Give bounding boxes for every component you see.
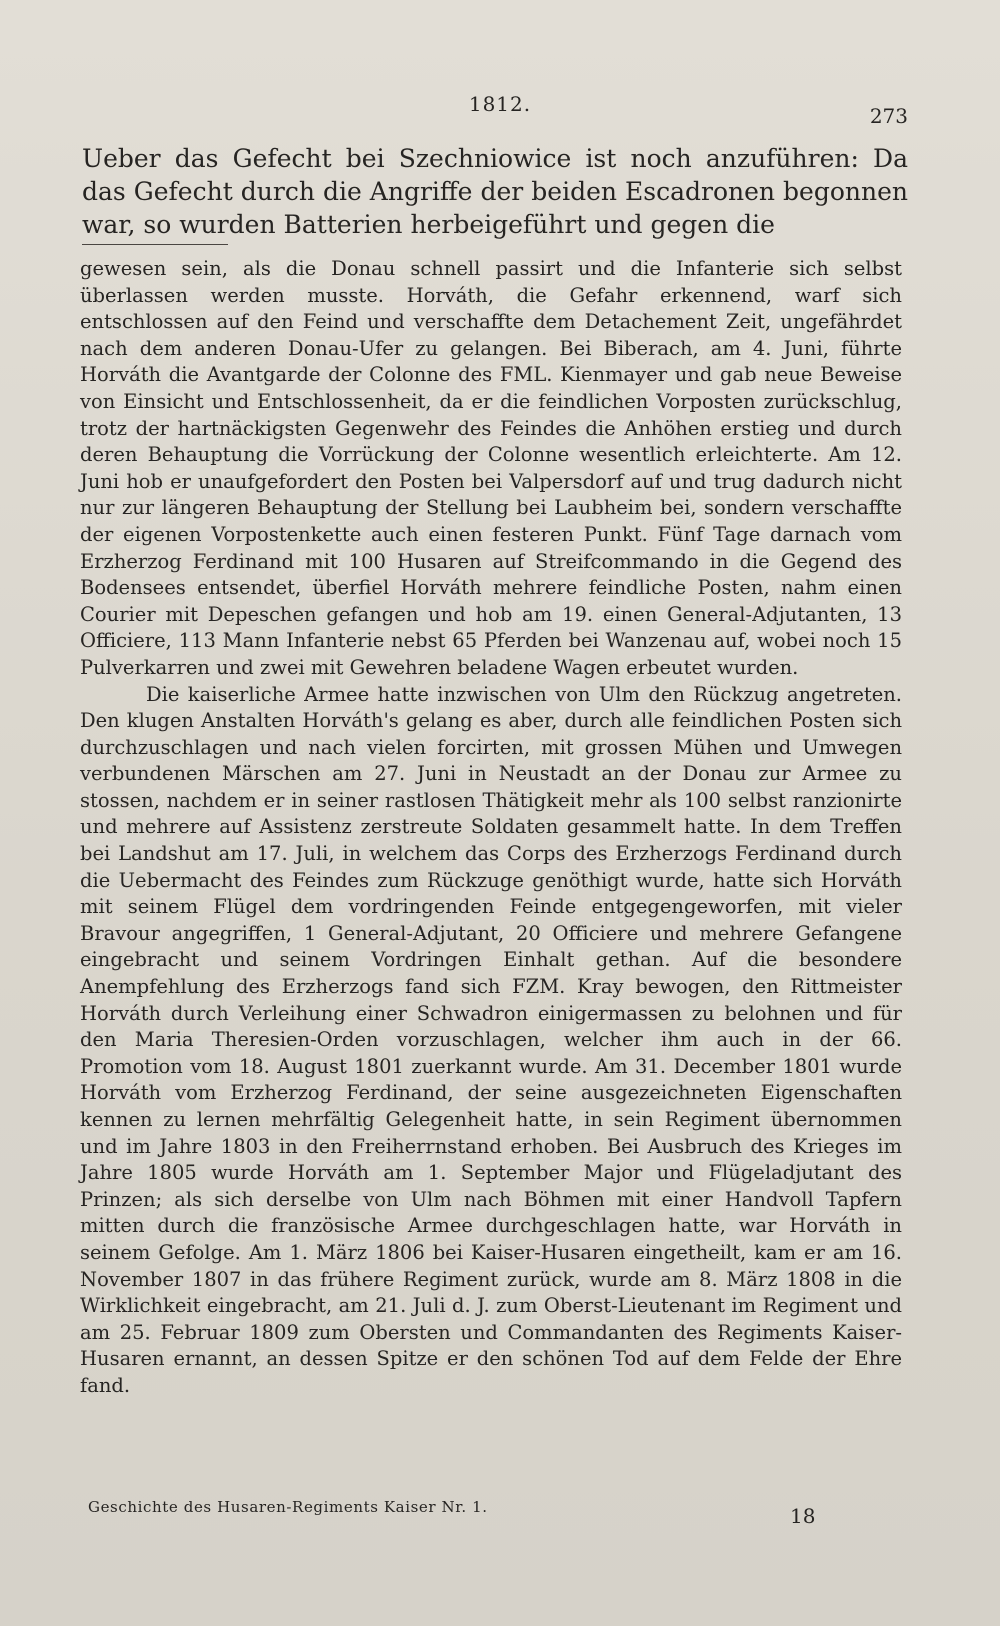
footer-signature-mark: 18 (790, 1504, 816, 1528)
paragraph-continued: gewesen sein, als die Donau schnell passirt und die Infanterie sich selbst überlassen werden musste. Horváth, die Gefahr erkennend, warf sich entschlossen auf den Feind und verschaffte dem Detachement Zeit, ungefährdet nach dem anderen Donau-Ufer zu gelangen. Bei Biberach, am 4. Juni, führte Horváth die Avantgarde der Colonne des FML. Kienmayer und gab neue Beweise von Einsicht und Entschlossenheit, da er die feindlichen Vorposten zurückschlug, trotz der hartnäckigsten Gegenwehr des Feindes die Anhöhen erstieg und durch deren Behauptung die Vorrückung der Colonne wesentlich erleichterte. Am 12. Juni hob er unaufgefordert den Posten bei Valpersdorf auf und trug dadurch nicht nur zur längeren Behauptung der Stellung bei Laubheim bei, sondern verschaffte der eigenen Vorpostenkette auch einen festeren Punkt. Fünf Tage darnach vom Erzherzog Ferdinand mit 100 Husaren auf Streifcommando in die Gegend des Bodensees entsendet, überfiel Horváth mehrere feindliche Posten, nahm einen Courier mit Depeschen gefangen und hob am 19. einen General-Adjutanten, 13 Officiere, 113 Mann Infanterie nebst 65 Pferden bei Wanzenau auf, wobei noch 15 Pulverkarren und zwei mit Gewehren beladene Wagen erbeutet wurden. (80, 257, 902, 679)
page-number: 273 (869, 104, 908, 128)
main-text (80, 256, 902, 1400)
footer-book-title: Geschichte des Husaren-Regiments Kaiser Nr. 1. (88, 1498, 488, 1516)
lead-paragraph: Ueber das Gefecht bei Szechniowice ist noch anzuführen: Da das Gefecht durch die Angriffe der beiden Escadronen begonnen war, so wurden Batterien herbeigeführt und gegen die (82, 144, 908, 239)
footnote-separator-rule (82, 244, 228, 245)
paragraph: Die kaiserliche Armee hatte inzwischen von Ulm den Rückzug angetreten. Den klugen Anstalten Horváth's gelang es aber, durch alle feindlichen Posten sich durchzuschlagen und nach vielen forcirten, mit grossen Mühen und Umwegen verbundenen Märschen am 27. Juni in Neustadt an der Donau zur Armee zu stossen, nachdem er in seiner rastlosen Thätigkeit mehr als 100 selbst ranzionirte und mehrere auf Assistenz zerstreute Soldaten gesammelt hatte. In dem Treffen bei Landshut am 17. Juli, in welchem das Corps des Erzherzogs Ferdinand durch die Uebermacht des Feindes zum Rückzuge genöthigt wurde, hatte sich Horváth mit seinem Flügel dem vordringenden Feinde entgegengeworfen, mit vieler Bravour angegriffen, 1 General-Adjutant, 20 Officiere und mehrere Gefangene eingebracht und seinem Vordringen Einhalt gethan. Auf die besondere Anempfehlung des Erzherzogs fand sich FZM. Kray bewogen, den Rittmeister Horváth durch Verleihung einer Schwadron einigermassen zu belohnen und für den Maria Theresien-Orden vorzuschlagen, welcher ihm auch in der 66. Promotion vom 18. August 1801 zuerkannt wurde. Am 31. December 1801 wurde Horváth vom Erzherzog Ferdinand, der seine ausgezeichneten Eigenschaften kennen zu lernen mehrfältig Gelegenheit hatte, in sein Regiment übernommen und im Jahre 1803 in den Freiherrnstand erhoben. Bei Ausbruch des Krieges im Jahre 1805 wurde Horváth am 1. September Major und Flügeladjutant des Prinzen; als sich derselbe von Ulm nach Böhmen mit einer Handvoll Tapfern mitten durch die französische Armee durchgeschlagen hatte, war Horváth in seinem Gefolge. Am 1. März 1806 bei Kaiser-Husaren eingetheilt, kam er am 16. November 1807 in das frühere Regiment zurück, wurde am 8. März 1808 in die Wirklichkeit eingebracht, am 21. Juli d. J. zum Oberst-Lieutenant im Regiment und am 25. Februar 1809 zum Obersten und Commandanten des Regiments Kaiser-Husaren ernannt, an dessen Spitze er den schönen Tod auf dem Felde der Ehre fand. (80, 682, 902, 1397)
running-header-year: 1812. (468, 92, 532, 116)
